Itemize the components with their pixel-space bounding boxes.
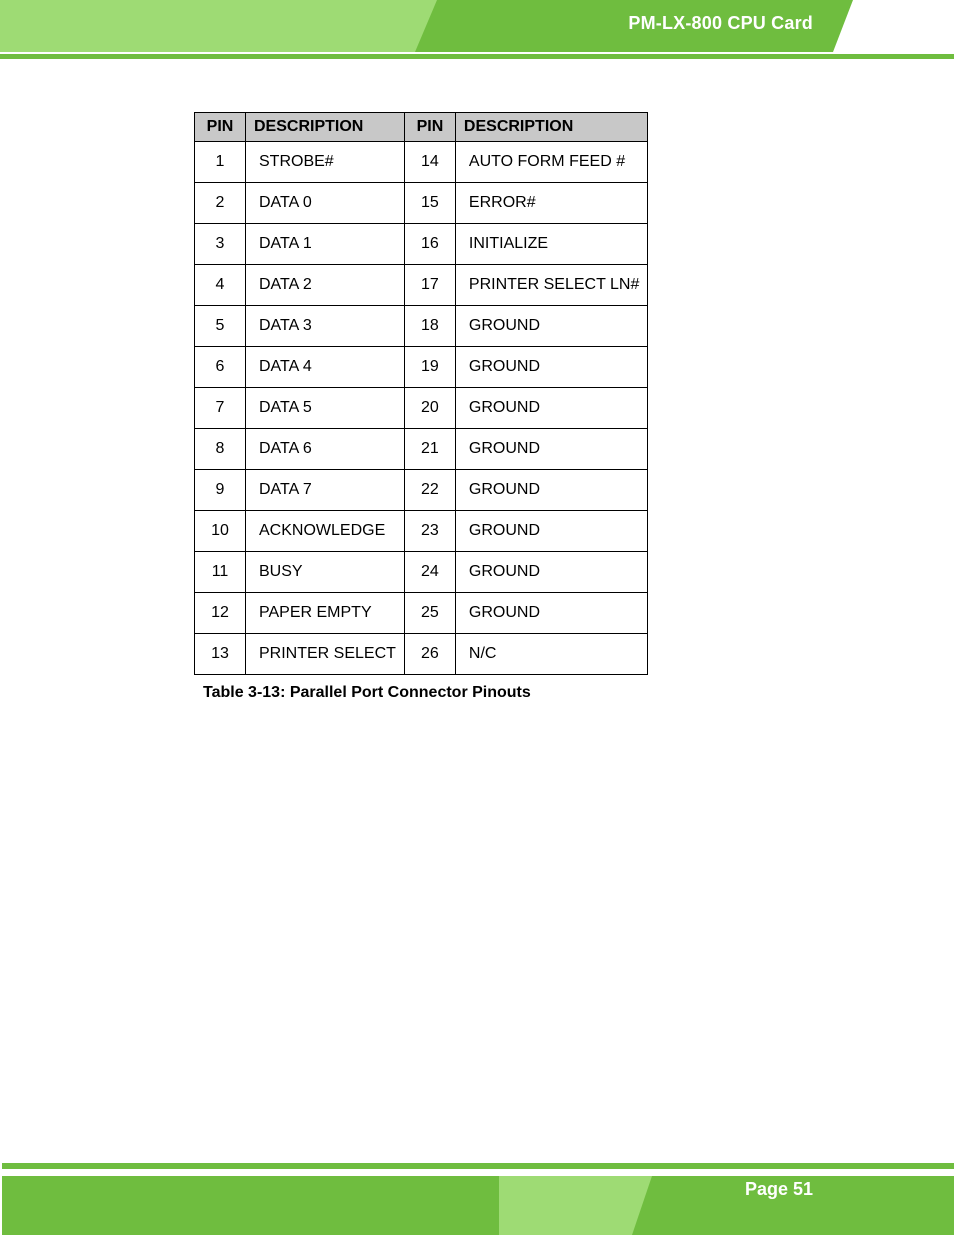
pin-number-cell: 20: [404, 388, 455, 429]
pin-description-cell: DATA 5: [246, 388, 405, 429]
pin-number-cell: 4: [195, 265, 246, 306]
table-row: [195, 347, 648, 388]
table-row: [195, 142, 648, 183]
pin-number-cell: 1: [195, 142, 246, 183]
pin-description-cell: PAPER EMPTY: [246, 593, 405, 634]
pin-number-cell: 23: [404, 511, 455, 552]
table-row: [195, 634, 648, 675]
pin-number-cell: 15: [404, 183, 455, 224]
pin-number-cell: 17: [404, 265, 455, 306]
pin-description-cell: DATA 7: [246, 470, 405, 511]
pin-number-cell: 2: [195, 183, 246, 224]
pin-description-cell: GROUND: [455, 552, 647, 593]
pin-description-cell: DATA 6: [246, 429, 405, 470]
pin-number-cell: 18: [404, 306, 455, 347]
pin-description-cell: GROUND: [455, 511, 647, 552]
footer-divider: [2, 1163, 954, 1169]
pin-number-cell: 8: [195, 429, 246, 470]
pin-description-cell: DATA 4: [246, 347, 405, 388]
pin-description-cell: GROUND: [455, 593, 647, 634]
pin-description-cell: ACKNOWLEDGE: [246, 511, 405, 552]
table-row: [195, 388, 648, 429]
table-row: [195, 429, 648, 470]
pin-number-cell: 6: [195, 347, 246, 388]
pin-description-cell: DATA 3: [246, 306, 405, 347]
pin-description-cell: DATA 1: [246, 224, 405, 265]
page-number: Page 51: [744, 1179, 813, 1199]
pin-description-cell: STROBE#: [246, 142, 405, 183]
pin-number-cell: 19: [404, 347, 455, 388]
table-row: [195, 511, 648, 552]
pin-number-cell: 11: [195, 552, 246, 593]
pin-description-cell: GROUND: [455, 347, 647, 388]
pin-description-cell: GROUND: [455, 429, 647, 470]
pin-description-cell: PRINTER SELECT LN#: [455, 265, 647, 306]
column-header-pin-2: PIN: [404, 113, 455, 142]
table-header-row: [195, 113, 648, 142]
pin-number-cell: 16: [404, 224, 455, 265]
pin-number-cell: 25: [404, 593, 455, 634]
column-header-description-2: DESCRIPTION: [455, 113, 647, 142]
pin-description-cell: N/C: [455, 634, 647, 675]
document-title: PM-LX-800 CPU Card: [628, 13, 813, 33]
pin-number-cell: 26: [404, 634, 455, 675]
table-row: [195, 593, 648, 634]
pin-number-cell: 12: [195, 593, 246, 634]
table-row: [195, 224, 648, 265]
table-row: [195, 183, 648, 224]
pin-number-cell: 7: [195, 388, 246, 429]
table-row: [195, 306, 648, 347]
pin-description-cell: DATA 2: [246, 265, 405, 306]
pin-number-cell: 5: [195, 306, 246, 347]
column-header-description: DESCRIPTION: [246, 113, 405, 142]
pin-number-cell: 24: [404, 552, 455, 593]
table-caption: Table 3-13: Parallel Port Connector Pinouts: [203, 684, 531, 701]
pin-description-cell: GROUND: [455, 306, 647, 347]
pin-number-cell: 9: [195, 470, 246, 511]
pin-number-cell: 14: [404, 142, 455, 183]
pin-description-cell: PRINTER SELECT: [246, 634, 405, 675]
table-row: [195, 552, 648, 593]
pin-number-cell: 13: [195, 634, 246, 675]
pinout-table: [194, 112, 648, 675]
table-row: [195, 265, 648, 306]
header-divider: [0, 54, 954, 59]
pin-description-cell: ERROR#: [455, 183, 647, 224]
pin-description-cell: DATA 0: [246, 183, 405, 224]
pin-description-cell: INITIALIZE: [455, 224, 647, 265]
pin-description-cell: GROUND: [455, 470, 647, 511]
pin-number-cell: 10: [195, 511, 246, 552]
table-row: [195, 470, 648, 511]
column-header-pin: PIN: [195, 113, 246, 142]
pin-description-cell: BUSY: [246, 552, 405, 593]
pin-number-cell: 22: [404, 470, 455, 511]
pin-description-cell: GROUND: [455, 388, 647, 429]
pin-number-cell: 21: [404, 429, 455, 470]
table-body: [195, 142, 648, 675]
pin-description-cell: AUTO FORM FEED #: [455, 142, 647, 183]
pin-number-cell: 3: [195, 224, 246, 265]
